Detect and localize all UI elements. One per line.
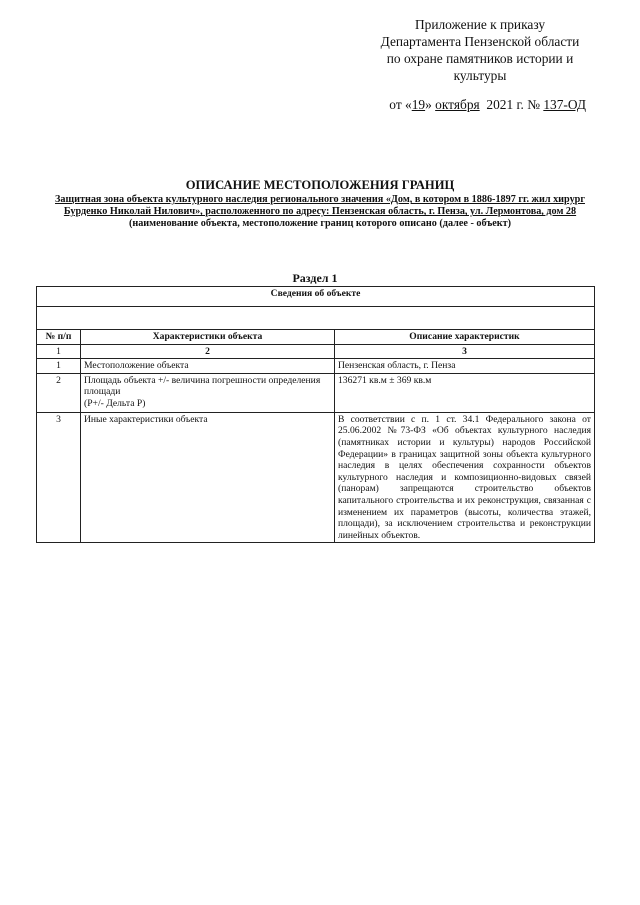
column-number: 3 bbox=[335, 344, 595, 359]
row-characteristic: Площадь объекта +/- величина погрешности определения площади (Р+/- Дельта Р) bbox=[81, 373, 335, 412]
row-description: В соответствии с п. 1 ст. 34.1 Федерального закона от 25.06.2002 №73-ФЗ «Об объектах культурного наследия (памятниках истории и культуры) народов Российской Федерации» в границах защитной зоны объекта культурного наследия в целях обеспечения сохранности объектов культурного наследия и композиционно-видовых связей (панорам) запрещаются строительство объектов капитального строительства и их реконструкция, связанная с изменением их параметров (высоты, количества этажей, площади), за исключением строительства и реконструкции линейных объектов. bbox=[335, 412, 595, 543]
object-name: Защитная зона объекта культурного наследия регионального значения «Дом, в котором в 1886-1897 гг. жил хирург Бурденко Николай Нилович», расположенного по адресу: Пензенская область, г. Пенза, ул. Лермонтова, дом 28 bbox=[55, 194, 585, 218]
column-numbers-row bbox=[37, 344, 595, 359]
table-header-row bbox=[37, 330, 595, 345]
row-description: 136271 кв.м ± 369 кв.м bbox=[335, 373, 595, 412]
order-year: 2021 г. № bbox=[479, 97, 544, 112]
object-name-note: (наименование объекта, местоположение границ которого описано (далее - объект) bbox=[128, 218, 512, 230]
table-row bbox=[37, 373, 595, 412]
object-info-table bbox=[36, 286, 595, 543]
appendix-line: Приложение к приказу bbox=[414, 17, 546, 32]
row-characteristic: Местоположение объекта bbox=[81, 359, 335, 374]
section-title: Раздел 1 bbox=[292, 271, 338, 285]
table-row bbox=[37, 412, 595, 543]
order-month: октября bbox=[435, 97, 480, 112]
table-caption: Сведения об объекте bbox=[37, 287, 595, 307]
row-description: Пензенская область, г. Пенза bbox=[335, 359, 595, 374]
table-caption-row bbox=[37, 287, 595, 307]
header-number: № п/п bbox=[37, 330, 81, 345]
header-characteristic: Характеристики объекта bbox=[81, 330, 335, 345]
column-number: 1 bbox=[37, 344, 81, 359]
table-spacer-row bbox=[37, 307, 595, 330]
header-description: Описание характеристик bbox=[335, 330, 595, 345]
table-spacer bbox=[37, 307, 595, 330]
order-prefix: от « bbox=[389, 97, 412, 112]
row-characteristic: Иные характеристики объекта bbox=[81, 412, 335, 543]
appendix-line: по охране памятников истории и bbox=[386, 51, 574, 66]
order-mid: » bbox=[425, 97, 436, 112]
table-row bbox=[37, 359, 595, 374]
order-reference bbox=[360, 96, 586, 113]
column-number: 2 bbox=[81, 344, 335, 359]
row-number: 2 bbox=[37, 373, 81, 412]
appendix-header bbox=[360, 16, 600, 84]
appendix-line: Департамента Пензенской области bbox=[380, 34, 580, 49]
document-title: ОПИСАНИЕ МЕСТОПОЛОЖЕНИЯ ГРАНИЦ bbox=[185, 178, 455, 192]
order-number: 137-ОД bbox=[543, 97, 586, 112]
appendix-line: культуры bbox=[453, 68, 507, 83]
row-number: 1 bbox=[37, 359, 81, 374]
row-number: 3 bbox=[37, 412, 81, 543]
title-block bbox=[40, 178, 600, 230]
order-day: 19 bbox=[411, 97, 426, 112]
